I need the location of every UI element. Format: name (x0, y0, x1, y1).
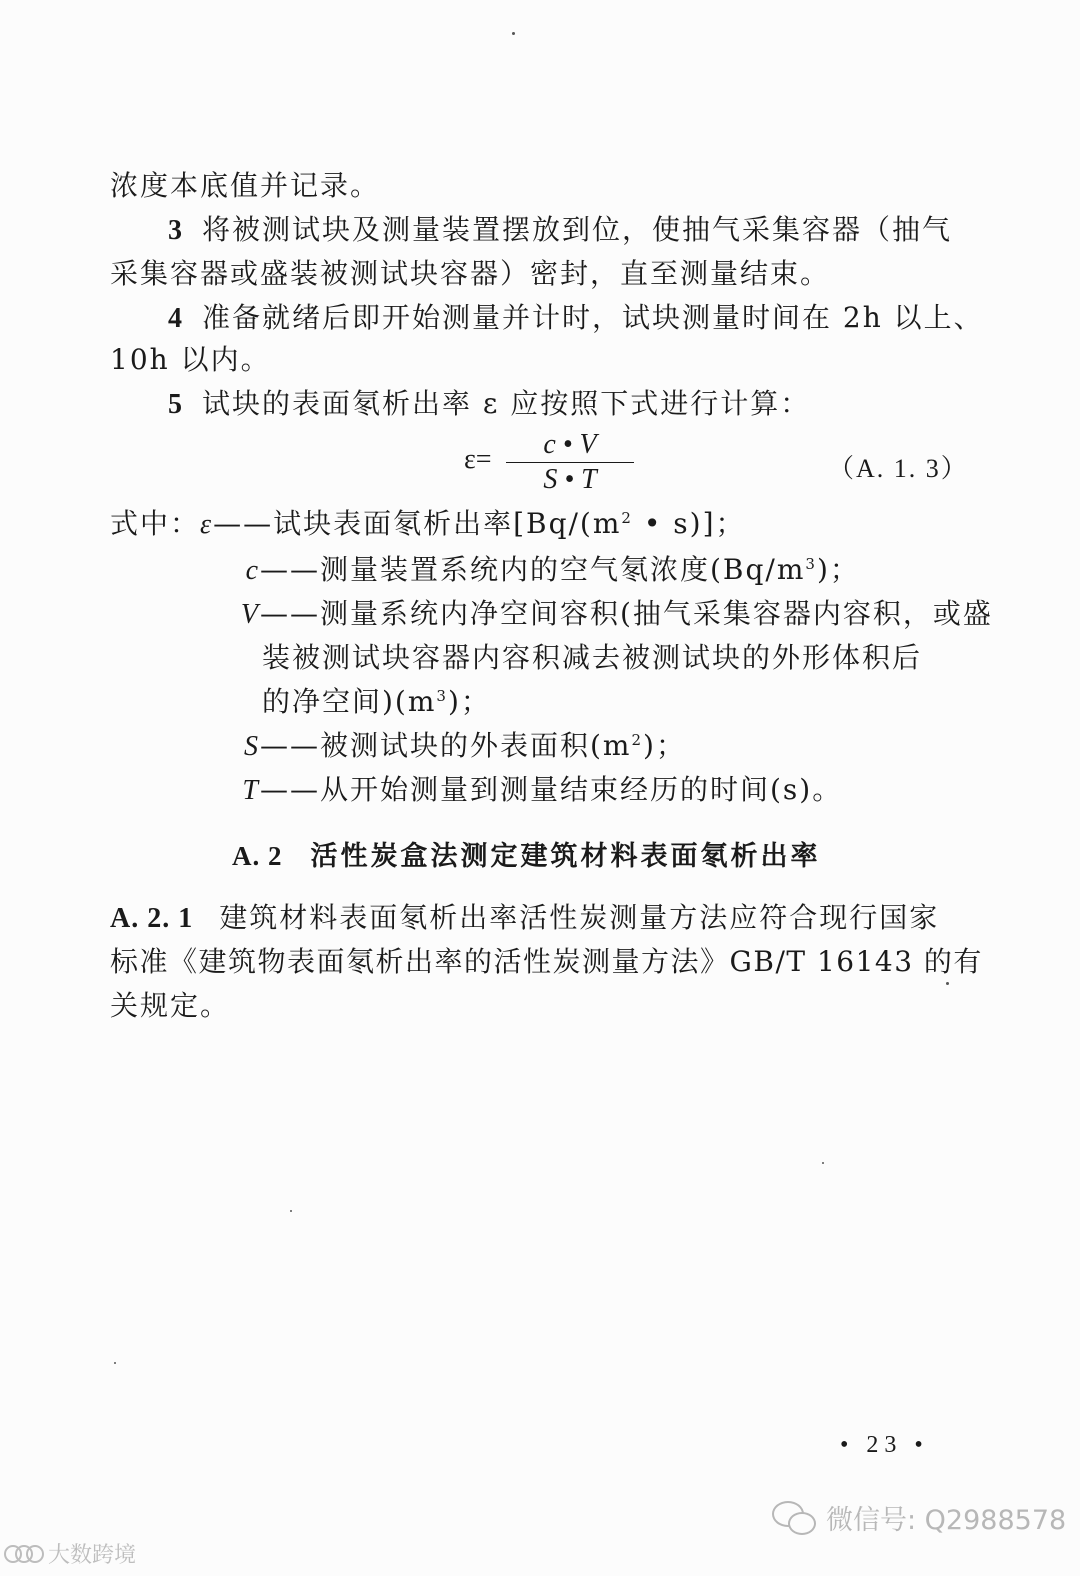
scan-speck (946, 982, 949, 985)
formula-fraction (506, 430, 634, 495)
superscript: 2 (631, 731, 644, 749)
definition-text: 的净空间)(m (262, 685, 437, 718)
section-number: A. 2 (232, 841, 283, 871)
definition-text: )； (643, 729, 686, 762)
list-item-3 (168, 210, 952, 251)
watermark-text: 微信号: Q2988578 (826, 1505, 1067, 1536)
definition-text: ——测量系统内净空间容积(抽气采集容器内容积，或盛 (260, 597, 993, 630)
definition-text: )； (816, 553, 860, 586)
list-item-5 (168, 384, 810, 425)
symbol-S: S (244, 731, 260, 762)
formula-lhs: ε= (464, 444, 492, 475)
fraction-bar (506, 462, 634, 463)
symbol-epsilon: ε (200, 509, 214, 540)
item-text: 试块的表面氡析出率 ε 应按照下式进行计算： (202, 387, 811, 420)
formula-denominator: S • T (543, 464, 597, 495)
clause-line: 关规定。 (110, 989, 231, 1022)
symbol-c: c (245, 555, 260, 586)
section-heading (232, 836, 821, 877)
definition-text: ——试块表面氡析出率[Bq/(m (213, 507, 622, 540)
scan-speck (114, 1362, 116, 1364)
logo-icon (4, 1541, 44, 1567)
definition-text: ——从开始测量到测量结束经历的时间(s)。 (260, 773, 843, 806)
section-title: 活性炭盒法测定建筑材料表面氡析出率 (310, 841, 821, 872)
paragraph-line: 采集容器或盛装被测试块容器）密封，直至测量结束。 (110, 257, 831, 290)
superscript: 2 (621, 509, 633, 527)
definition-text: ——被测试块的外表面积(m (260, 729, 632, 762)
scan-speck (512, 32, 515, 35)
scan-speck (290, 1210, 292, 1212)
paragraph-line: 浓度本底值并记录。 (110, 169, 381, 202)
paragraph-line: 10h 以内。 (110, 343, 271, 376)
definition-S (110, 726, 686, 767)
wechat-watermark (772, 1498, 1066, 1537)
superscript: 3 (805, 555, 817, 573)
symbol-T: T (242, 775, 260, 806)
clause-line: 标准《建筑物表面氡析出率的活性炭测量方法》GB/T 16143 的有 (110, 945, 983, 978)
item-number: 5 (168, 389, 184, 420)
page-number: • 23 • (840, 1432, 929, 1458)
item-text: 将被测试块及测量装置摆放到位，使抽气采集容器（抽气 (202, 213, 953, 246)
definition-V-line3 (262, 682, 491, 722)
wechat-icon (772, 1501, 816, 1535)
clause-text: 建筑材料表面氡析出率活性炭测量方法应符合现行国家 (219, 901, 940, 934)
item-number: 3 (168, 215, 184, 246)
list-item-4 (168, 298, 984, 339)
watermark-text: 大数跨境 (48, 1543, 137, 1568)
definition-text: ——测量装置系统内的空气氡浓度(Bq/m (260, 553, 806, 586)
definition-c (110, 550, 860, 591)
definition-text: • s)]； (632, 507, 746, 540)
clause-line (110, 898, 939, 939)
definition-V-line2: 装被测试块容器内容积减去被测试块的外形体积后 (262, 641, 923, 674)
definition-text: )； (447, 685, 491, 718)
item-text: 准备就绪后即开始测量并计时，试块测量时间在 2h 以上、 (202, 301, 984, 334)
definition-V (110, 594, 993, 635)
symbol-V: V (240, 599, 260, 630)
clause-number: A. 2. 1 (110, 903, 194, 934)
brand-watermark (4, 1538, 136, 1569)
item-number: 4 (168, 303, 184, 334)
definition-T (110, 770, 842, 811)
definitions-intro: 式中： (110, 507, 201, 540)
scan-speck (822, 1162, 824, 1164)
equation-label: （A. 1. 3） (828, 454, 969, 483)
definition-epsilon (110, 504, 746, 545)
formula-numerator: c • V (543, 429, 597, 460)
superscript: 3 (436, 687, 448, 705)
